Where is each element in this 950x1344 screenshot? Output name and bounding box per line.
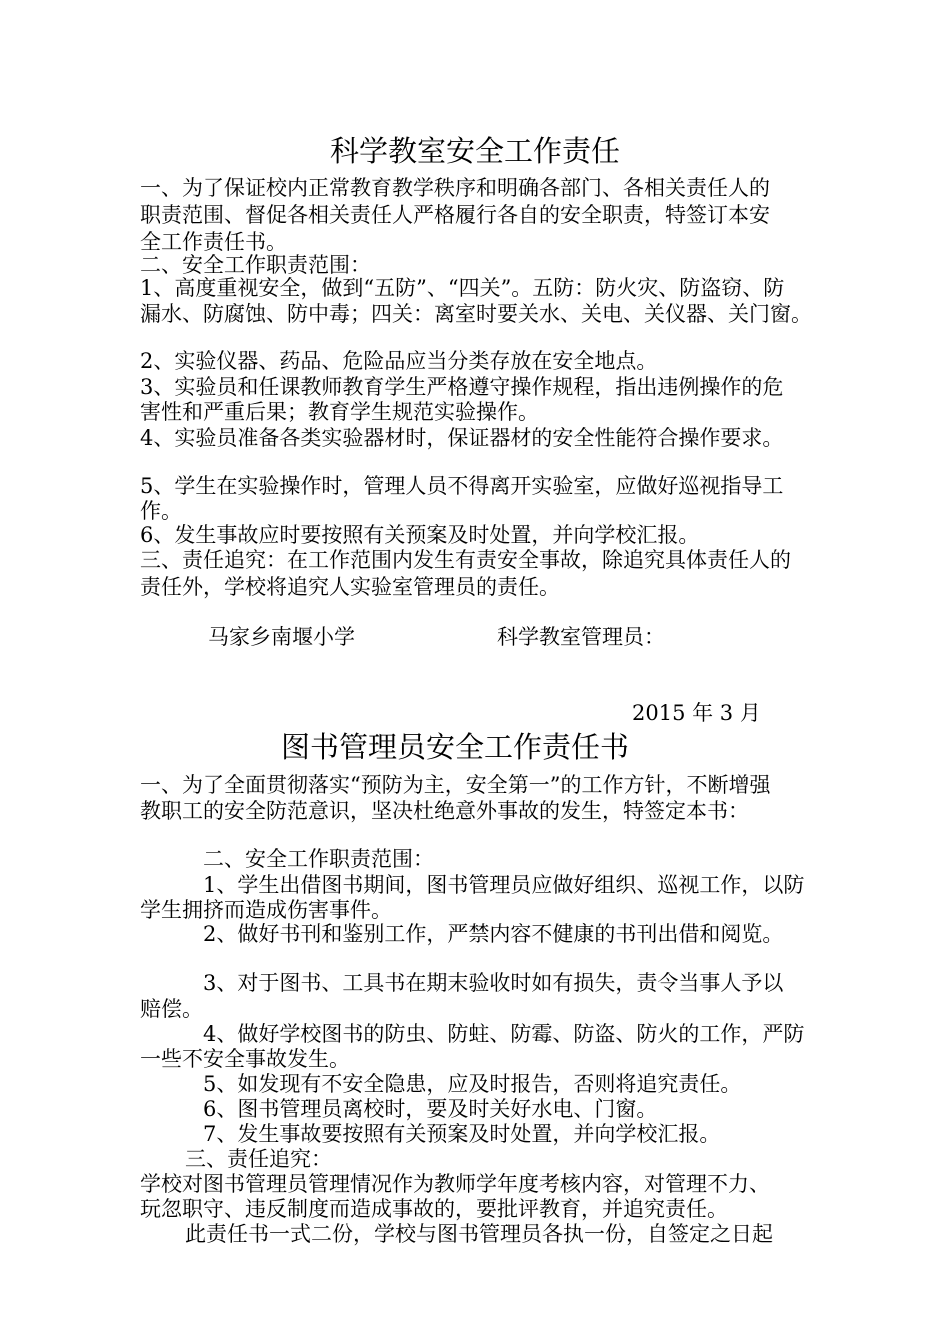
doc2-line: 此责任书一式二份，学校与图书管理员各执一份，自签定之日起: [185, 1222, 773, 1246]
school-name: 马家乡南堰小学: [208, 625, 355, 649]
doc1-line: 责任外，学校将追究人实验室管理员的责任。: [140, 575, 560, 599]
doc2-title: 图书管理员安全工作责任书: [280, 730, 629, 764]
doc1-line: 职责范围、督促各相关责任人严格履行各自的安全职责，特签订本安: [140, 203, 770, 227]
doc2-line: 教职工的安全防范意识，坚决杜绝意外事故的发生，特签定本书：: [140, 799, 749, 823]
doc1-line: 一、为了保证校内正常教育教学秩序和明确各部门、各相关责任人的: [140, 176, 770, 200]
doc1-line: 6、发生事故应时要按照有关预案及时处置，并向学校汇报。: [140, 523, 700, 547]
doc2-line: 三、责任追究：: [185, 1147, 332, 1171]
doc2-line: 7、发生事故要按照有关预案及时处置，并向学校汇报。: [203, 1122, 721, 1146]
doc2-line: 学校对图书管理员管理情况作为教师学年度考核内容，对管理不力、: [140, 1172, 770, 1196]
doc2-line: 二、安全工作职责范围：: [203, 847, 434, 871]
doc1-title: 科学教室安全工作责任: [329, 134, 620, 168]
doc1-line: 5、学生在实验操作时，管理人员不得离开实验室，应做好巡视指导工: [140, 474, 784, 498]
doc1-line: 漏水、防腐蚀、防中毒；四关：离室时要关水、关电、关仪器、关门窗。: [140, 302, 812, 326]
doc1-line: 3、实验员和任课教师教育学生严格遵守操作规程，指出违例操作的危: [140, 375, 784, 399]
doc1-line: 害性和严重后果；教育学生规范实验操作。: [140, 400, 539, 424]
doc2-line: 1、学生出借图书期间，图书管理员应做好组织、巡视工作，以防: [203, 873, 805, 897]
doc1-line: 作。: [140, 499, 182, 523]
doc2-line: 3、对于图书、工具书在期末验收时如有损失，责令当事人予以: [203, 971, 784, 995]
doc2-line: 玩忽职守、违反制度而造成事故的，要批评教育，并追究责任。: [140, 1197, 728, 1221]
doc2-line: 4、做好学校图书的防虫、防蛀、防霉、防盗、防火的工作，严防: [203, 1022, 805, 1046]
manager-signature-label: 科学教室管理员：: [497, 625, 665, 649]
doc2-line: 5、如发现有不安全隐患，应及时报告，否则将追究责任。: [203, 1072, 742, 1096]
doc1-line: 1、高度重视安全，做到“五防”、“四关”。五防：防火灾、防盗窃、防: [140, 276, 785, 300]
doc2-line: 赔偿。: [140, 997, 203, 1021]
document-date: 2015 年 3 月: [632, 701, 761, 725]
doc1-line: 2、实验仪器、药品、危险品应当分类存放在安全地点。: [140, 349, 658, 373]
doc2-line: 一些不安全事故发生。: [140, 1047, 350, 1071]
doc1-line: 二、安全工作职责范围：: [140, 253, 371, 277]
doc2-line: 6、图书管理员离校时，要及时关好水电、门窗。: [203, 1097, 658, 1121]
doc2-line: 2、做好书刊和鉴别工作，严禁内容不健康的书刊出借和阅览。: [203, 922, 784, 946]
doc2-line: 学生拥挤而造成伤害事件。: [140, 898, 392, 922]
doc2-line: 一、为了全面贯彻落实“预防为主，安全第一”的工作方针，不断增强: [140, 773, 771, 797]
doc1-line: 4、实验员准备各类实验器材时，保证器材的安全性能符合操作要求。: [140, 426, 784, 450]
doc1-line: 全工作责任书。: [140, 230, 287, 254]
doc1-line: 三、责任追究：在工作范围内发生有责安全事故，除追究具体责任人的: [140, 548, 791, 572]
